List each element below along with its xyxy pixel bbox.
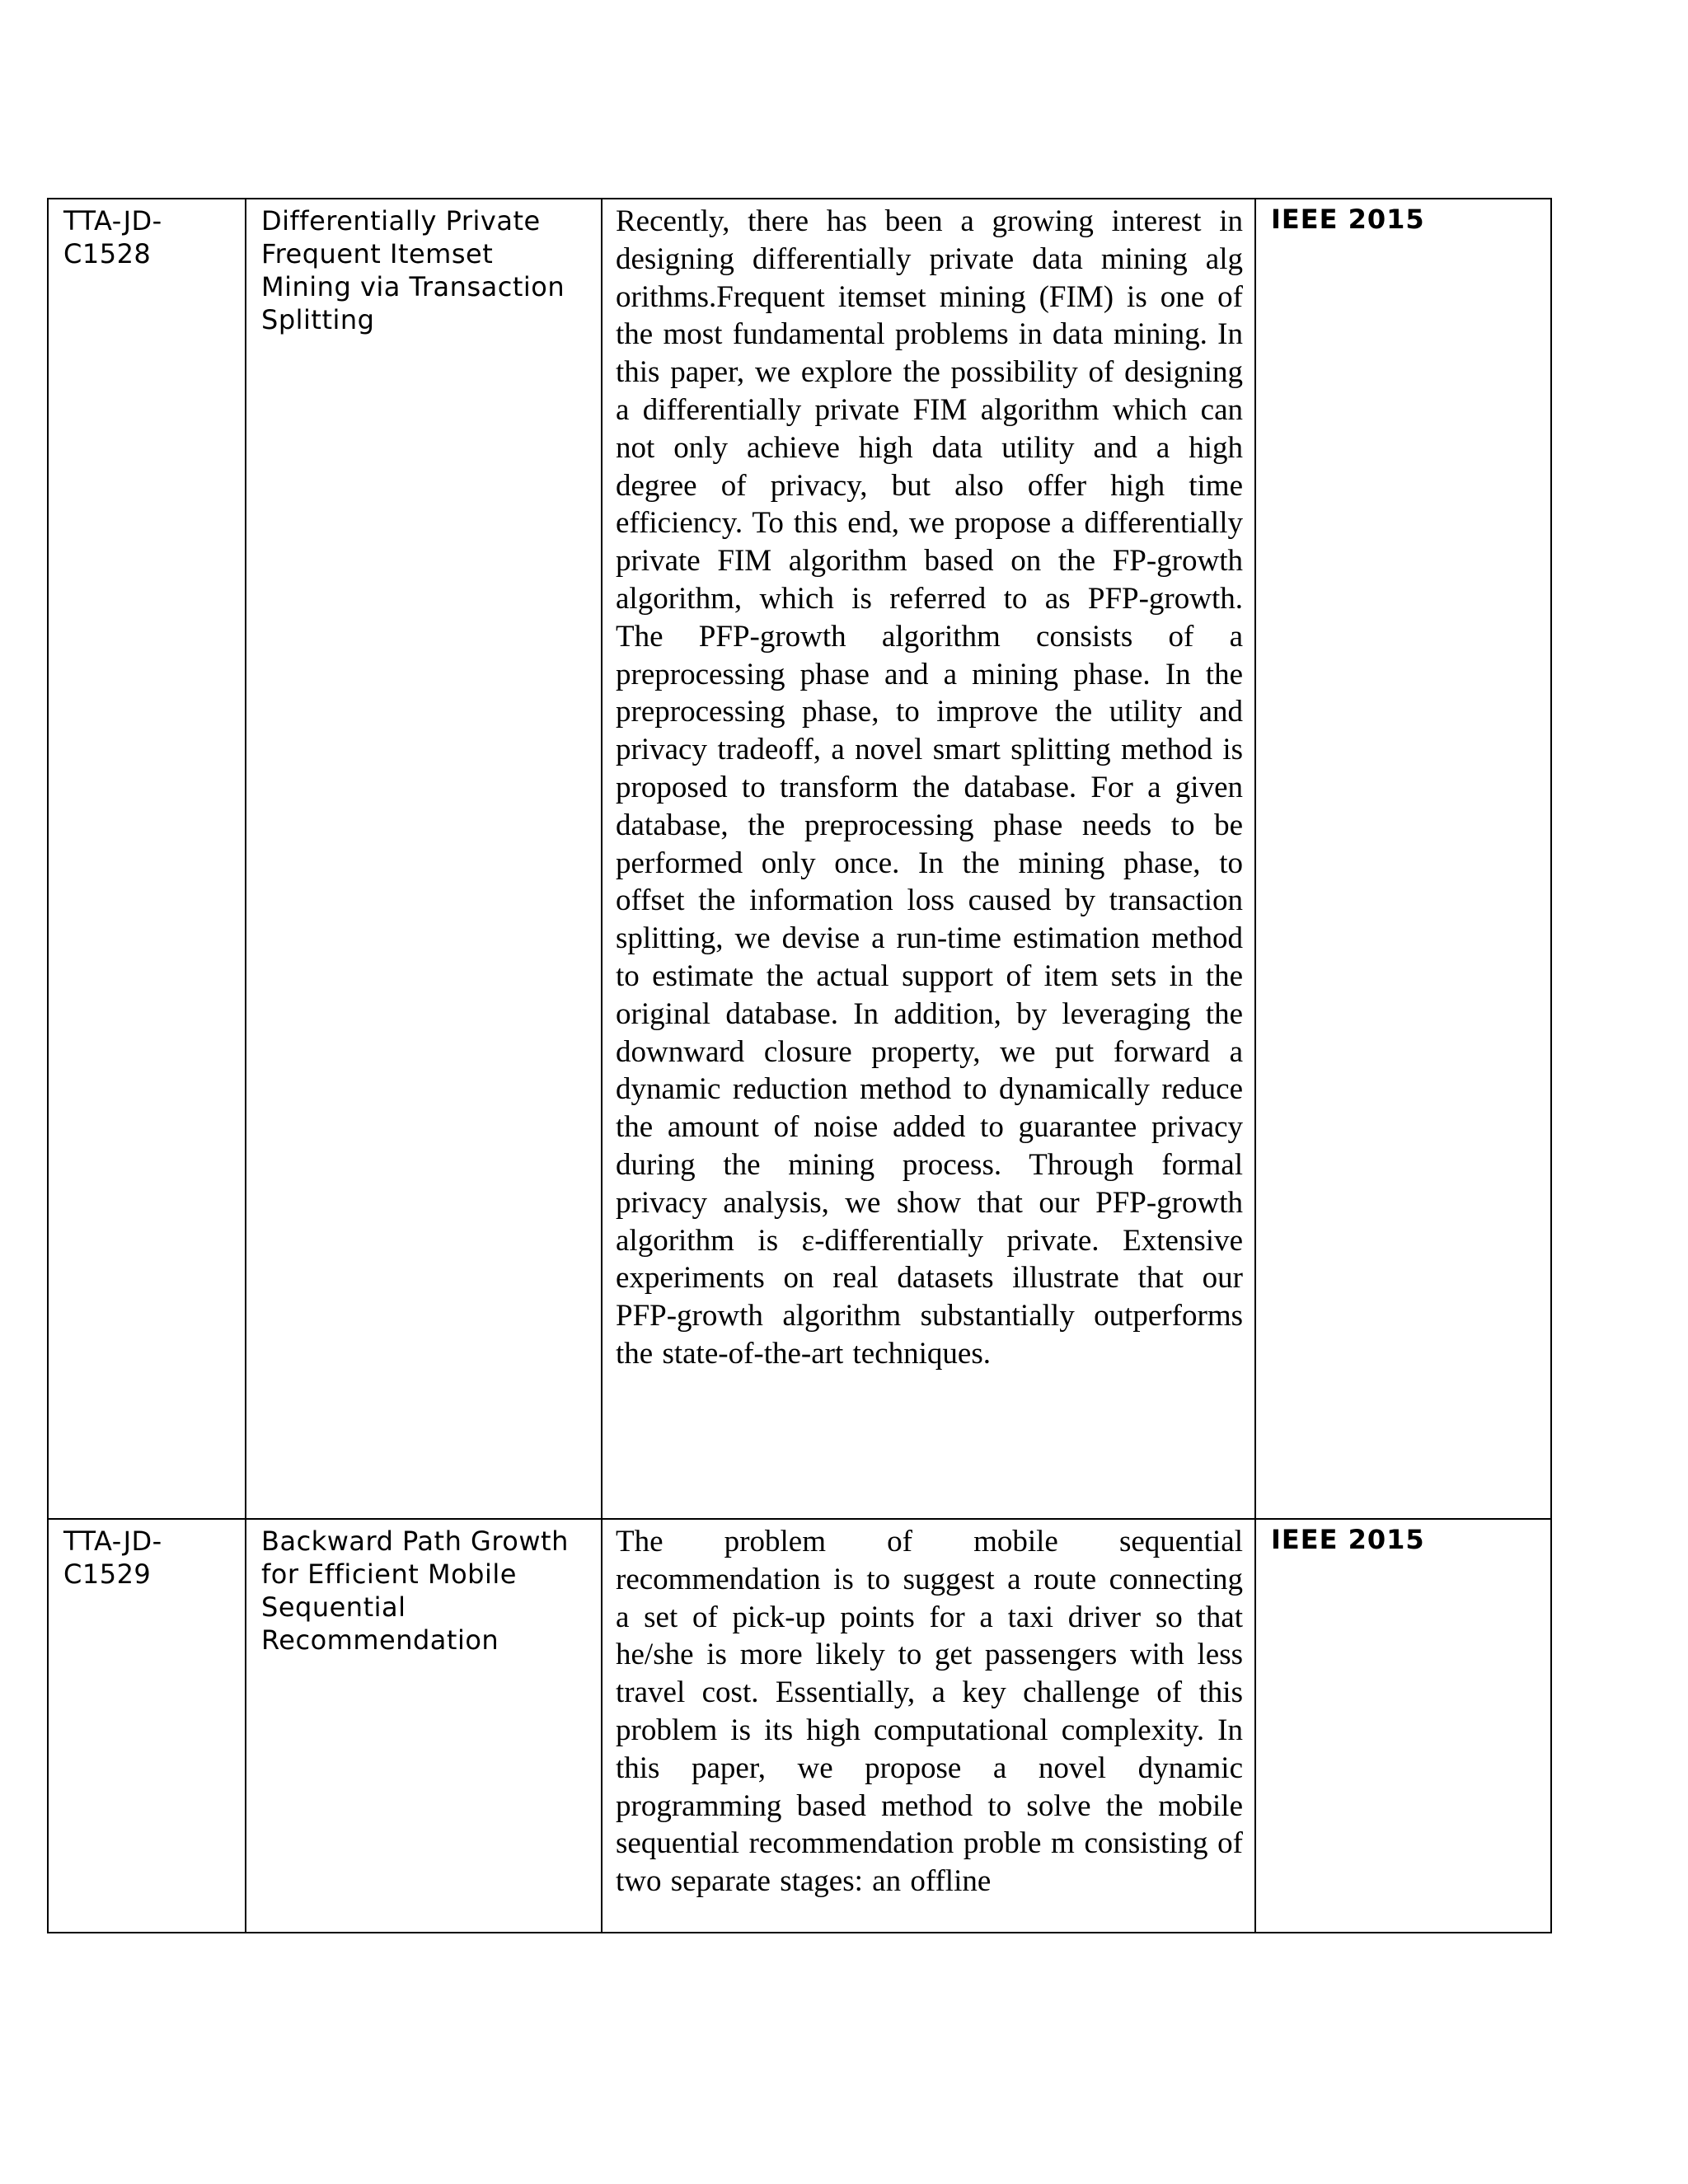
project-id: TTA-JD-C1528 — [63, 205, 162, 269]
project-year: IEEE 2015 — [1271, 204, 1425, 235]
project-abstract: Recently, there has been a growing interest in designing differentially private data mining alg orithms.Frequent itemset mining (FIM) is one of the most fundamental problems in data mining. In this paper, we explore the possibility of designing a differentially private FIM algorithm which can not only achieve high data utility and a high degree of privacy, but also offer high time efficiency. To this end, we propose a differentially private FIM algorithm based on the FP-growth algorithm, which is referred to as PFP-growth. The PFP-growth algorithm consists of a preprocessing phase and a mining phase. In the preprocessing phase, to improve the utility and privacy tradeoff, a novel smart splitting method is proposed to transform the database. For a given database, the preprocessing phase needs to be performed only once. In the mining phase, to offset the information loss caused by transaction splitting, we devise a run-time estimation method to estimate the actual support of item sets in the original database. In addition, by leveraging the downward closure property, we put forward a dynamic reduction method to dynamically reduce the amount of noise added to guarantee privacy during the mining process. Through formal privacy analysis, we show that our PFP-growth algorithm is ε-differentially private. Extensive experiments on real datasets illustrate that our PFP-growth algorithm substantially outperforms the state-of-the-art techniques. — [616, 204, 1243, 1371]
table-row — [48, 199, 1551, 1519]
project-id: TTA-JD-C1529 — [63, 1526, 162, 1590]
abstract-cell — [602, 1519, 1255, 1933]
table-row — [48, 1519, 1551, 1933]
year-cell — [1255, 199, 1551, 1519]
project-abstract: The problem of mobile sequential recommendation is to suggest a route connecting a set of pick-up points for a taxi driver so that he/she is more likely to get passengers with less travel cost. Essentially, a key challenge of this problem is its high computational complexity. In this paper, we propose a novel dynamic programming based method to solve the mobile sequential recommendation proble m consisting of two separate stages: an offline — [616, 1525, 1243, 1899]
abstract-cell — [602, 199, 1255, 1519]
title-cell — [246, 199, 602, 1519]
title-cell — [246, 1519, 602, 1933]
year-cell — [1255, 1519, 1551, 1933]
id-cell — [48, 1519, 246, 1933]
project-year: IEEE 2015 — [1271, 1524, 1425, 1555]
project-table — [47, 198, 1552, 1933]
id-cell — [48, 199, 246, 1519]
project-title: Backward Path Growth for Efficient Mobile Sequential Recommendation — [261, 1526, 569, 1656]
project-title: Differentially Private Frequent Itemset Mining via Transaction Splitting — [261, 205, 565, 335]
